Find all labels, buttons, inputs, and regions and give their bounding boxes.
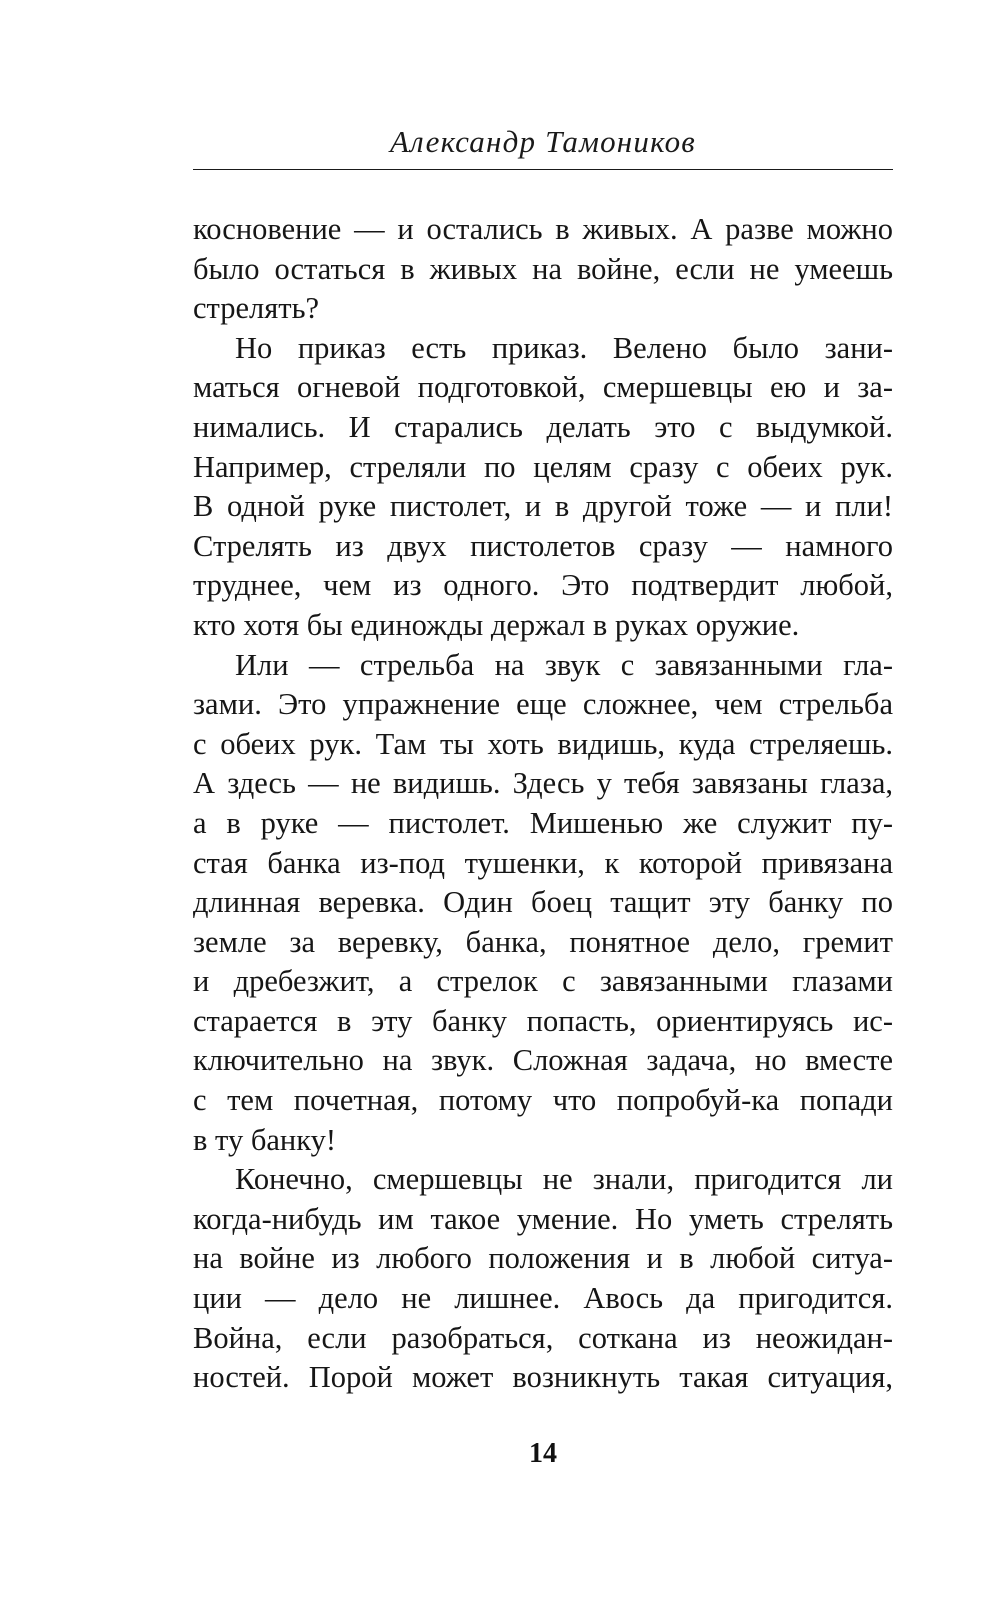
text-line: маться огневой подготовкой, смершевцы ею и за- — [193, 370, 893, 405]
text-line: нимались. И старались делать это с выдумкой. — [193, 409, 893, 444]
paragraph-4 — [193, 1160, 893, 1398]
text-line: косновение — и остались в живых. А разве можно — [193, 212, 893, 246]
running-header-author: Александр Тамоников — [390, 124, 696, 159]
text-line: а в руке — пистолет. Мишенью же служит пу- — [193, 805, 893, 840]
body-text — [193, 210, 893, 1398]
page-number: 14 — [529, 1438, 557, 1469]
text-line: Стрелять из двух пистолетов сразу — намного — [193, 528, 893, 563]
text-line: длинная веревка. Один боец тащит эту банку по — [193, 885, 893, 920]
text-line: ностей. Порой может возникнуть такая ситуация, — [193, 1360, 893, 1395]
text-line: было остаться в живых на войне, если не умеешь — [193, 251, 893, 286]
text-line: Например, стреляли по целям сразу с обеих рук. — [193, 449, 893, 484]
text-line: старается в эту банку попасть, ориентируясь ис- — [193, 1003, 893, 1038]
text-line: ключительно на звук. Сложная задача, но вместе — [193, 1043, 893, 1078]
text-line: В одной руке пистолет, и в другой тоже — и пли! — [193, 489, 893, 524]
text-line: стрелять? — [193, 291, 320, 326]
header-divider — [193, 169, 893, 170]
text-line: в ту банку! — [193, 1122, 336, 1157]
paragraph-3 — [193, 646, 893, 1161]
paragraph-1 — [193, 210, 893, 329]
text-line: кто хотя бы единожды держал в руках оружие. — [193, 607, 800, 642]
text-line: А здесь — не видишь. Здесь у тебя завязаны глаза, — [193, 766, 893, 801]
text-line: когда-нибудь им такое умение. Но уметь стрелять — [193, 1201, 893, 1236]
text-line: земле за веревку, банка, понятное дело, гремит — [193, 924, 893, 959]
text-line: с тем почетная, потому что попробуй-ка попади — [193, 1083, 893, 1118]
text-line: с обеих рук. Там ты хоть видишь, куда стреляешь. — [193, 726, 893, 761]
text-line: ции — дело не лишнее. Авось да пригодится. — [193, 1281, 893, 1316]
text-line: зами. Это упражнение еще сложнее, чем стрельба — [193, 687, 893, 722]
text-line: на войне из любого положения и в любой ситуа- — [193, 1241, 893, 1276]
text-line: стая банка из-под тушенки, к которой привязана — [193, 845, 893, 880]
paragraph-2 — [193, 329, 893, 646]
text-line: труднее, чем из одного. Это подтвердит любой, — [193, 568, 893, 603]
text-line: Война, если разобраться, соткана из неожидан- — [193, 1320, 893, 1355]
text-line: Но приказ есть приказ. Велено было зани- — [235, 330, 893, 365]
text-line: Или — стрельба на звук с завязанными гла- — [235, 647, 893, 682]
text-line: и дребезжит, а стрелок с завязанными глазами — [193, 964, 893, 999]
text-line: Конечно, смершевцы не знали, пригодится ли — [235, 1162, 893, 1197]
